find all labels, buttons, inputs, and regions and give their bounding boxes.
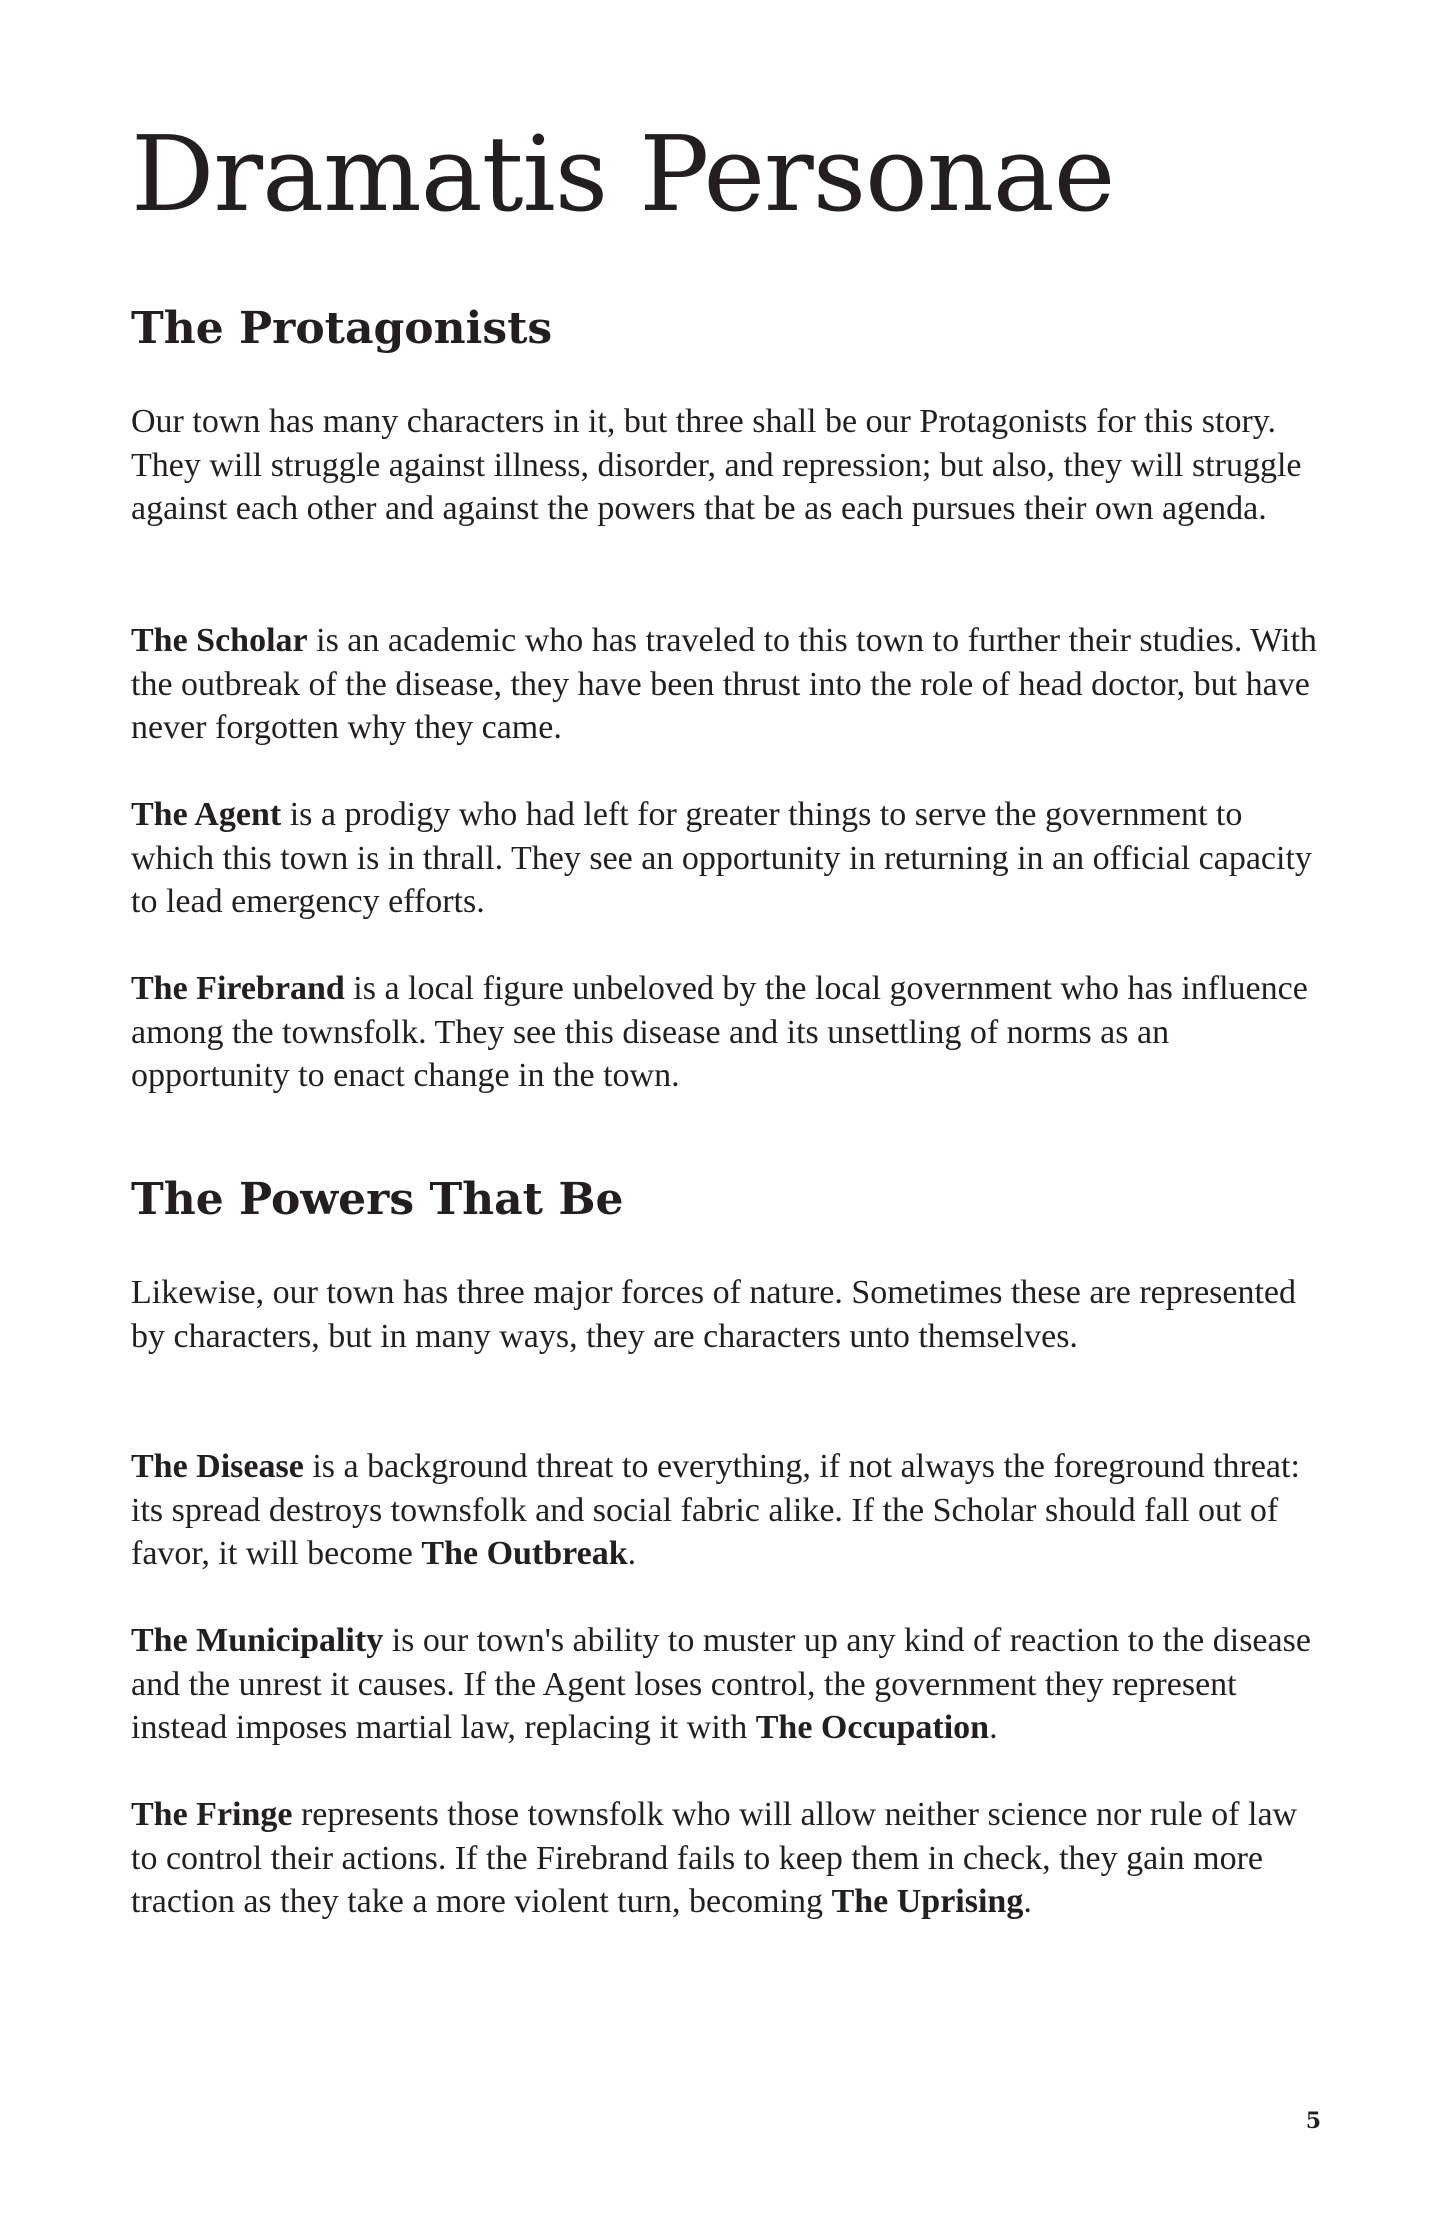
entry-end: .: [627, 1535, 637, 1572]
entry-disease: [131, 1445, 1321, 1576]
entry-transform: The Occupation: [755, 1709, 990, 1746]
entry-name: The Fringe: [131, 1796, 293, 1833]
entry-end: .: [989, 1709, 998, 1746]
entry-scholar: [131, 619, 1321, 750]
entry-transform: The Outbreak: [421, 1535, 628, 1572]
entry-municipality: [131, 1619, 1321, 1750]
section-heading-powers: The Powers That Be: [131, 1174, 624, 1225]
entry-text: is an academic who has traveled to this town to further their studies. With the outbreak of the disease, they have been thrust into the role of head doctor, but have never forgotten why they came.: [131, 622, 1317, 746]
page-number: 5: [1305, 2108, 1321, 2134]
entry-text: is a prodigy who had left for greater things to serve the government to which this town is in thrall. They see an opportunity in returning in an official capacity to lead emergency efforts.: [131, 796, 1312, 920]
entry-name: The Firebrand: [131, 970, 345, 1007]
entry-name: The Scholar: [131, 622, 308, 659]
page-title: Dramatis Personae: [131, 113, 1115, 235]
entry-transform: The Uprising: [831, 1883, 1024, 1920]
entry-end: .: [1023, 1883, 1032, 1920]
entry-firebrand: [131, 967, 1321, 1098]
powers-intro: Likewise, our town has three major forces of nature. Sometimes these are represented by characters, but in many ways, they are characters unto themselves.: [131, 1274, 1297, 1355]
entry-name: The Agent: [131, 796, 282, 833]
entry-agent: [131, 793, 1321, 924]
entry-name: The Municipality: [131, 1622, 384, 1659]
entry-text: is a background threat to everything, if not always the foreground threat: its spread destroys townsfolk and social fabric alike. If the Scholar should fall out of favor, it will become: [131, 1448, 1300, 1572]
section-heading-protagonists: The Protagonists: [131, 303, 553, 354]
entry-name: The Disease: [131, 1448, 304, 1485]
entry-text: represents those townsfolk who will allow neither science nor rule of law to control their actions. If the Firebrand fails to keep them in check, they gain more traction as they take a more violent turn, becoming: [131, 1796, 1298, 1920]
entry-fringe: [131, 1793, 1321, 1924]
protagonists-intro: Our town has many characters in it, but three shall be our Protagonists for this story. They will struggle against illness, disorder, and repression; but also, they will struggle against each other and against the powers that be as each pursues their own agenda.: [131, 403, 1302, 527]
entry-text: is our town's ability to muster up any kind of reaction to the disease and the unrest it causes. If the Agent loses control, the government they represent instead imposes martial law, replacing it with: [131, 1622, 1311, 1746]
entry-text: is a local figure unbeloved by the local government who has influence among the townsfolk. They see this disease and its unsettling of norms as an opportunity to enact change in the town.: [131, 970, 1308, 1094]
